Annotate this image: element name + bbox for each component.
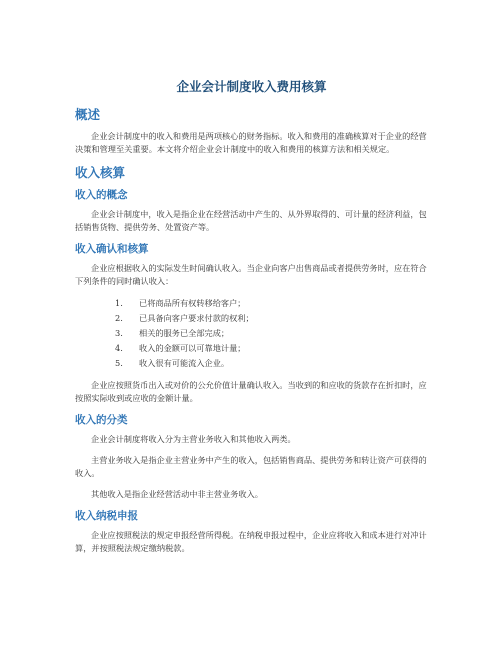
list-item [115,341,428,356]
list-item-number: 3. [115,328,123,338]
revenue-recognition-after: 企业应按照货币出入或对价的公允价值计量确认收入。当收到的和应收的货款存在折扣时，应按照实际收到或应收的金额计量。 [75,380,427,403]
list-item [115,311,428,326]
list-item-number: 2. [115,313,123,323]
revenue-concept-paragraph: 企业会计制度中，收入是指企业在经营活动中产生的、从外界取得的、可计量的经济利益，包括销售货物、提供劳务、处置资产等。 [75,209,427,232]
revenue-recognition-heading: 收入确认和核算 [75,243,149,255]
overview-paragraph: 企业会计制度中的收入和费用是两项核心的财务指标。收入和费用的准确核算对于企业的经营决策和管理至关重要。本文将介绍企业会计制度中的收入和费用的核算方法和相关规定。 [75,131,427,154]
revenue-concept-heading: 收入的概念 [75,189,128,201]
classification-paragraph-3: 其他收入是指企业经营活动中非主营业务收入。 [91,489,263,499]
list-item-text: 相关的服务已全部完成； [139,328,230,338]
revenue-recognition-intro: 企业应根据收入的实际发生时间确认收入。当企业向客户出售商品或者提供劳务时，应在符合下列条件的同时确认收入： [75,263,427,286]
revenue-classification-heading: 收入的分类 [75,414,128,426]
revenue-tax-heading: 收入纳税申报 [75,510,138,522]
revenue-tax-paragraph: 企业应按照税法的规定申报经营所得税。在纳税申报过程中，企业应将收入和成本进行对冲计算，并按照税法规定缴纳税款。 [75,530,427,553]
list-item-text: 已将商品所有权转移给客户； [139,298,246,308]
recognition-conditions-list [75,296,428,371]
list-item-text: 已具备向客户要求付款的权利； [139,313,254,323]
document-title: 企业会计制度收入费用核算 [176,79,327,94]
list-item-number: 5. [115,358,123,368]
list-item [115,326,428,341]
list-item [115,356,428,371]
classification-paragraph-1: 企业会计制度将收入分为主营业务收入和其他收入两类。 [91,434,296,444]
document-page [75,78,428,563]
overview-heading: 概述 [75,107,101,122]
list-item [115,296,428,311]
list-item-text: 收入很有可能流入企业。 [139,358,230,368]
list-item-text: 收入的金额可以可靠地计量； [139,343,246,353]
revenue-heading: 收入核算 [75,165,126,180]
classification-paragraph-2: 主营业务收入是指企业主营业务中产生的收入，包括销售商品、提供劳务和转让资产可获得的收入。 [75,455,427,478]
list-item-number: 1. [115,298,123,308]
list-item-number: 4. [115,343,123,353]
